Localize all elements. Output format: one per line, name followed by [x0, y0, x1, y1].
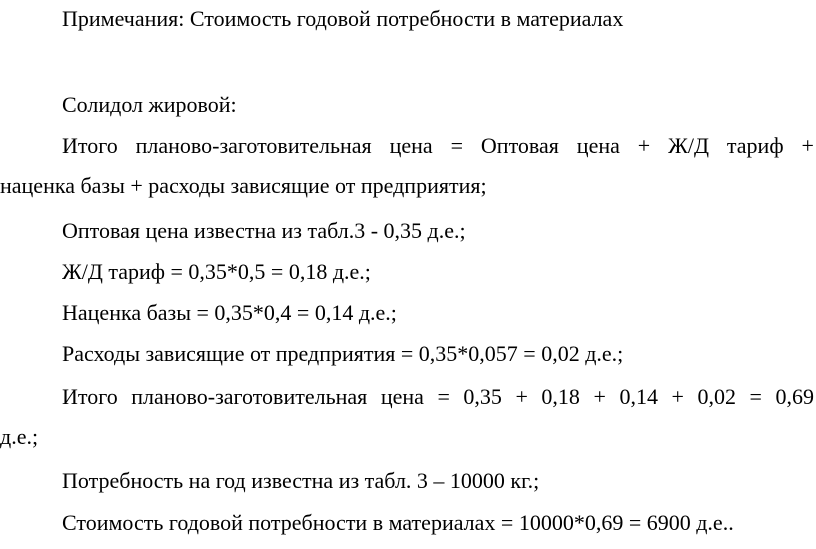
formula-line-1	[62, 133, 814, 159]
formula-word: цена	[389, 133, 433, 158]
total-line-1	[62, 384, 814, 410]
total-word: +	[671, 384, 684, 409]
total-word: Итого	[62, 384, 118, 409]
wholesale-price-line: Оптовая цена известна из табл.3 - 0,35 д.е.;	[62, 218, 466, 243]
formula-word: +	[637, 133, 651, 158]
total-word: +	[515, 384, 528, 409]
document-heading: Примечания: Стоимость годовой потребности в материалах	[62, 6, 624, 31]
formula-word: тариф	[726, 133, 784, 158]
formula-word: Оптовая	[480, 133, 559, 158]
total-word: =	[437, 384, 450, 409]
formula-word: +	[801, 133, 814, 158]
annual-cost-line: Стоимость годовой потребности в материалах = 10000*0,69 = 6900 д.е..	[62, 510, 734, 535]
total-word: 0,35	[463, 384, 502, 409]
formula-word: Ж/Д	[668, 133, 709, 158]
formula-word: =	[450, 133, 463, 158]
formula-line-2: наценка базы + расходы зависящие от предприятия;	[0, 173, 487, 198]
base-markup-line: Наценка базы = 0,35*0,4 = 0,14 д.е.;	[62, 300, 397, 325]
dependent-costs-line: Расходы зависящие от предприятия = 0,35*0,057 = 0,02 д.е.;	[62, 341, 624, 366]
total-word: 0,18	[541, 384, 580, 409]
total-word: +	[593, 384, 606, 409]
total-word: цена	[380, 384, 424, 409]
total-line-2: д.е.;	[0, 424, 39, 449]
rail-tariff-line: Ж/Д тариф = 0,35*0,5 = 0,18 д.е.;	[62, 259, 371, 284]
formula-word: планово-заготовительная	[135, 133, 372, 158]
total-word: 0,02	[697, 384, 736, 409]
total-word: 0,14	[619, 384, 658, 409]
formula-word: Итого	[62, 133, 118, 158]
item-title: Солидол жировой:	[62, 92, 237, 117]
formula-word: цена	[576, 133, 620, 158]
annual-need-line: Потребность на год известна из табл. 3 – 10000 кг.;	[62, 468, 540, 493]
total-word: планово-заготовительная	[131, 384, 368, 409]
total-word: 0,69	[775, 384, 814, 409]
total-word: =	[749, 384, 762, 409]
